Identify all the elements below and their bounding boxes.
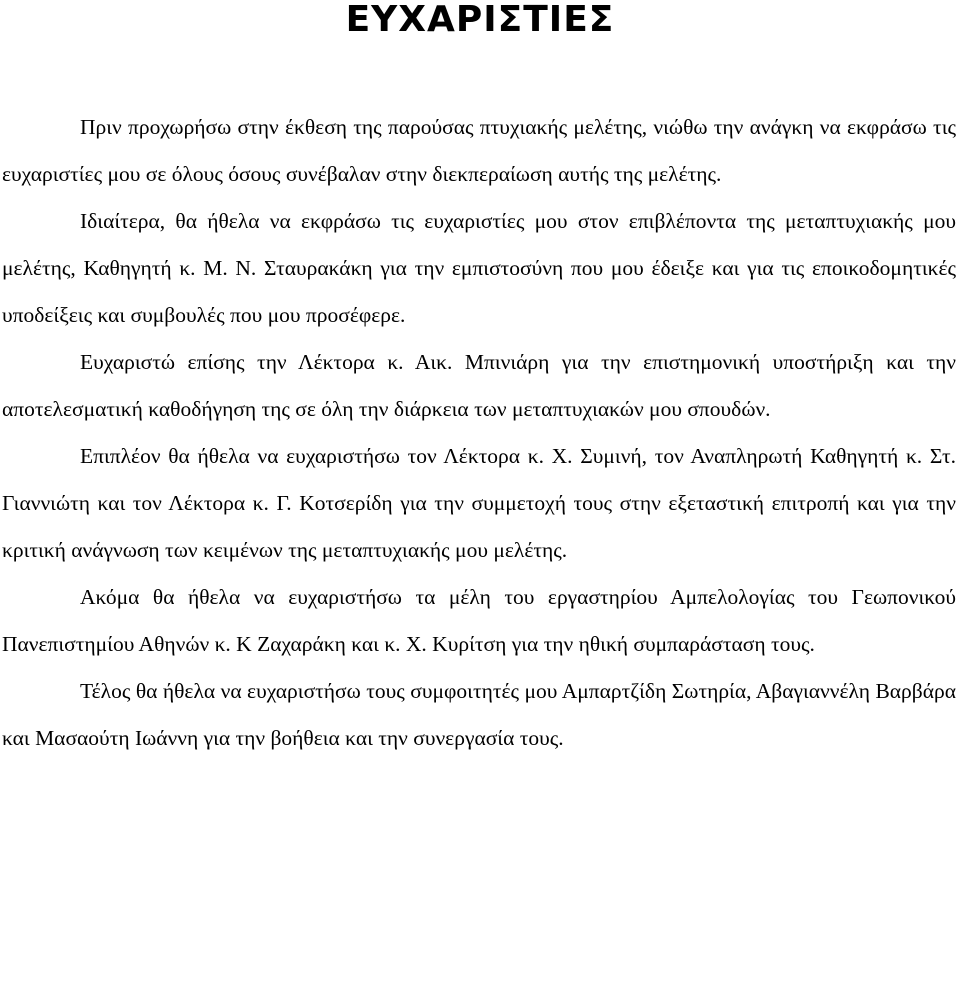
page-title: ΕΥΧΑΡΙΣΤΙΕΣ	[345, 0, 615, 40]
acknowledgements-body	[2, 104, 956, 762]
paragraph-supervisor: Ιδιαίτερα, θα ήθελα να εκφράσω τις ευχαριστίες μου στον επιβλέποντα της μεταπτυχιακής μου μελέτης, Καθηγητή κ. Μ. Ν. Σταυρακάκη για την εμπιστοσύνη που μου έδειξε και για τις εποικοδομητικές υποδείξεις και συμβουλές που μου προσέφερε.	[2, 209, 956, 327]
paragraph-committee: Επιπλέον θα ήθελα να ευχαριστήσω τον Λέκτορα κ. Χ. Συμινή, τον Αναπληρωτή Καθηγητή κ. Στ. Γιαννιώτη και τον Λέκτορα κ. Γ. Κοτσερίδη για την συμμετοχή τους στην εξεταστική επιτροπή και για την κριτική ανάγνωση των κειμένων της μεταπτυχιακής μου μελέτης.	[2, 444, 956, 562]
paragraph-intro: Πριν προχωρήσω στην έκθεση της παρούσας πτυχιακής μελέτης, νιώθω την ανάγκη να εκφράσω τις ευχαριστίες μου σε όλους όσους συνέβαλαν στην διεκπεραίωση αυτής της μελέτης.	[2, 115, 956, 186]
paragraph-classmates: Τέλος θα ήθελα να ευχαριστήσω τους συμφοιτητές μου Αμπαρτζίδη Σωτηρία, Αβαγιαννέλη Βαρβάρα και Μασαούτη Ιωάννη για την βοήθεια και την συνεργασία τους.	[2, 679, 956, 750]
paragraph-lecturer: Ευχαριστώ επίσης την Λέκτορα κ. Αικ. Μπινιάρη για την επιστημονική υποστήριξη και την αποτελεσματική καθοδήγηση της σε όλη την διάρκεια των μεταπτυχιακών μου σπουδών.	[2, 350, 956, 421]
paragraph-laboratory: Ακόμα θα ήθελα να ευχαριστήσω τα μέλη του εργαστηρίου Αμπελολογίας του Γεωπονικού Πανεπιστημίου Αθηνών κ. Κ Ζαχαράκη και κ. Χ. Κυρίτση για την ηθική συμπαράσταση τους.	[2, 585, 956, 656]
